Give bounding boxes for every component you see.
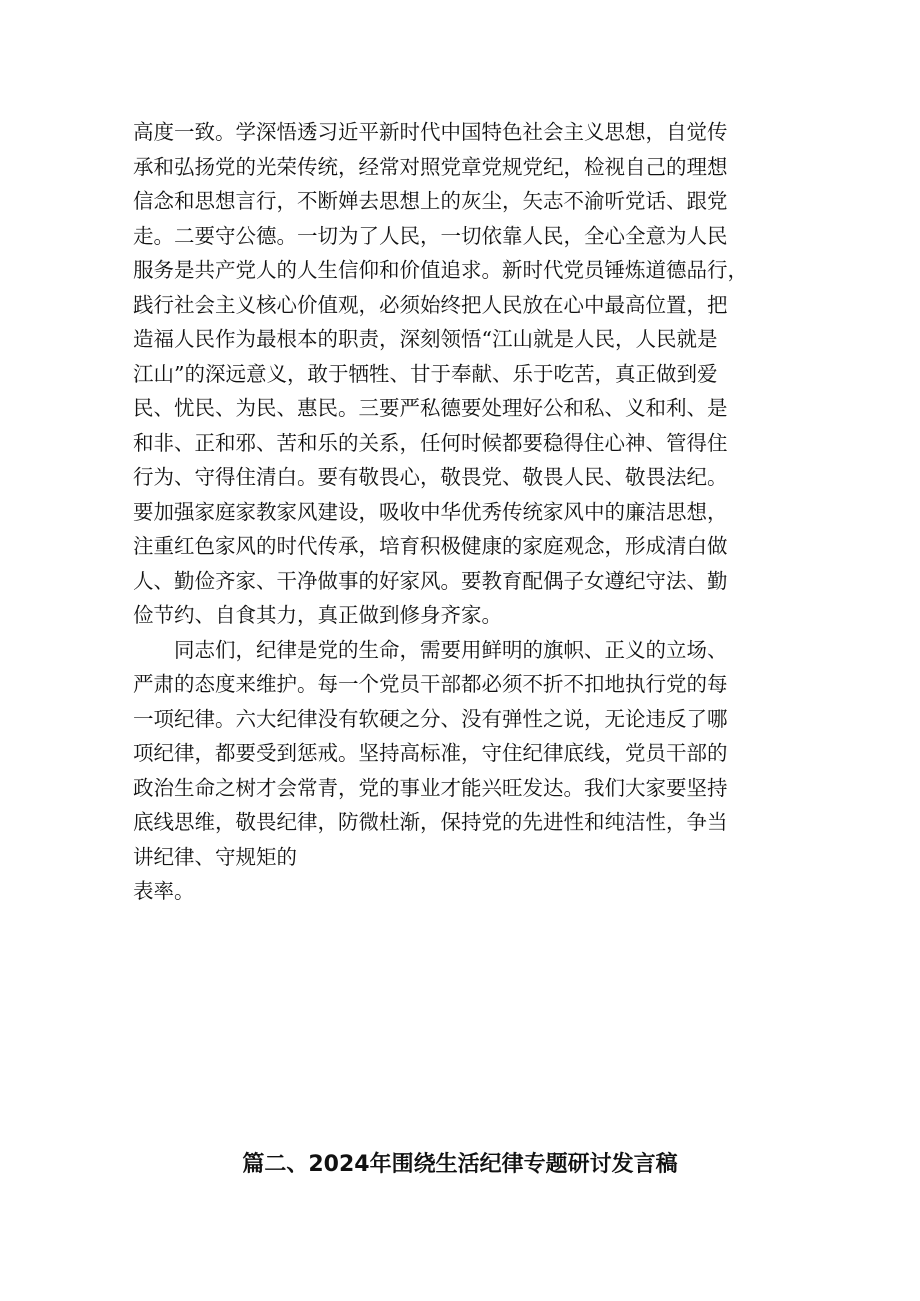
text-line: 一项纪律。六大纪律没有软硬之分、没有弹性之说，无论违反了哪 bbox=[133, 706, 728, 731]
text-line: 表率。 bbox=[133, 879, 195, 903]
text-line: 要加强家庭家教家风建设，吸收中华优秀传统家风中的廉洁思想， bbox=[133, 499, 728, 524]
text-line: 和非、正和邪、苦和乐的关系，任何时候都要稳得住心神、管得住 bbox=[133, 430, 728, 455]
text-line: 造福人民作为最根本的职责，深刻领悟“江山就是人民，人民就是 bbox=[133, 327, 718, 351]
paragraph-1 bbox=[133, 115, 803, 633]
text-line: 项纪律，都要受到惩戒。坚持高标准，守住纪律底线，党员干部的 bbox=[133, 741, 728, 765]
text-line: 政治生命之树才会常青，党的事业才能兴旺发达。我们大家要坚持 bbox=[133, 775, 728, 800]
body-text bbox=[133, 115, 803, 909]
text-line: 高度一致。学深悟透习近平新时代中国特色社会主义思想，自觉传 bbox=[133, 120, 728, 144]
paragraph-2 bbox=[133, 633, 803, 909]
text-line: 人、勤俭齐家、干净做事的好家风。要教育配偶子女遵纪守法、勤 bbox=[133, 568, 728, 593]
text-line: 服务是共产党人的人生信仰和价值追求。新时代党员锤炼道德品行， bbox=[133, 258, 748, 282]
text-line: 走。二要守公德。一切为了人民，一切依靠人民，全心全意为人民 bbox=[133, 223, 728, 248]
text-line: 底线思维，敬畏纪律，防微杜渐，保持党的先进性和纯洁性，争当 bbox=[133, 810, 728, 834]
text-line: 承和弘扬党的光荣传统，经常对照党章党规党纪，检视自己的理想 bbox=[133, 154, 728, 179]
text-line: 严肃的态度来维护。每一个党员干部都必须不折不扣地执行党的每 bbox=[133, 672, 728, 696]
text-line: 俭节约、自食其力，真正做到修身齐家。 bbox=[133, 603, 502, 627]
text-line: 江山”的深远意义，敢于牺牲、甘于奉献、乐于吃苦，真正做到爱 bbox=[133, 361, 718, 386]
text-line: 同志们，纪律是党的生命，需要用鲜明的旗帜、正义的立场、 bbox=[174, 637, 728, 662]
text-line: 信念和思想言行，不断婵去思想上的灰尘，矢志不渝听党话、跟党 bbox=[133, 189, 728, 213]
text-line: 践行社会主义核心价值观，必须始终把人民放在心中最高位置，把 bbox=[133, 292, 728, 317]
text-line: 注重红色家风的时代传承，培育积极健康的家庭观念，形成清白做 bbox=[133, 534, 728, 558]
text-line: 行为、守得住清白。要有敬畏心，敬畏党、敬畏人民、敬畏法纪。 bbox=[133, 465, 728, 489]
text-line: 民、忧民、为民、惠民。三要严私德要处理好公和私、义和利、是 bbox=[133, 396, 728, 420]
section-heading: 篇二、2024年围绕生活纪律专题研讨发言稿 bbox=[242, 1152, 678, 1177]
text-line: 讲纪律、守规矩的 bbox=[133, 844, 297, 869]
